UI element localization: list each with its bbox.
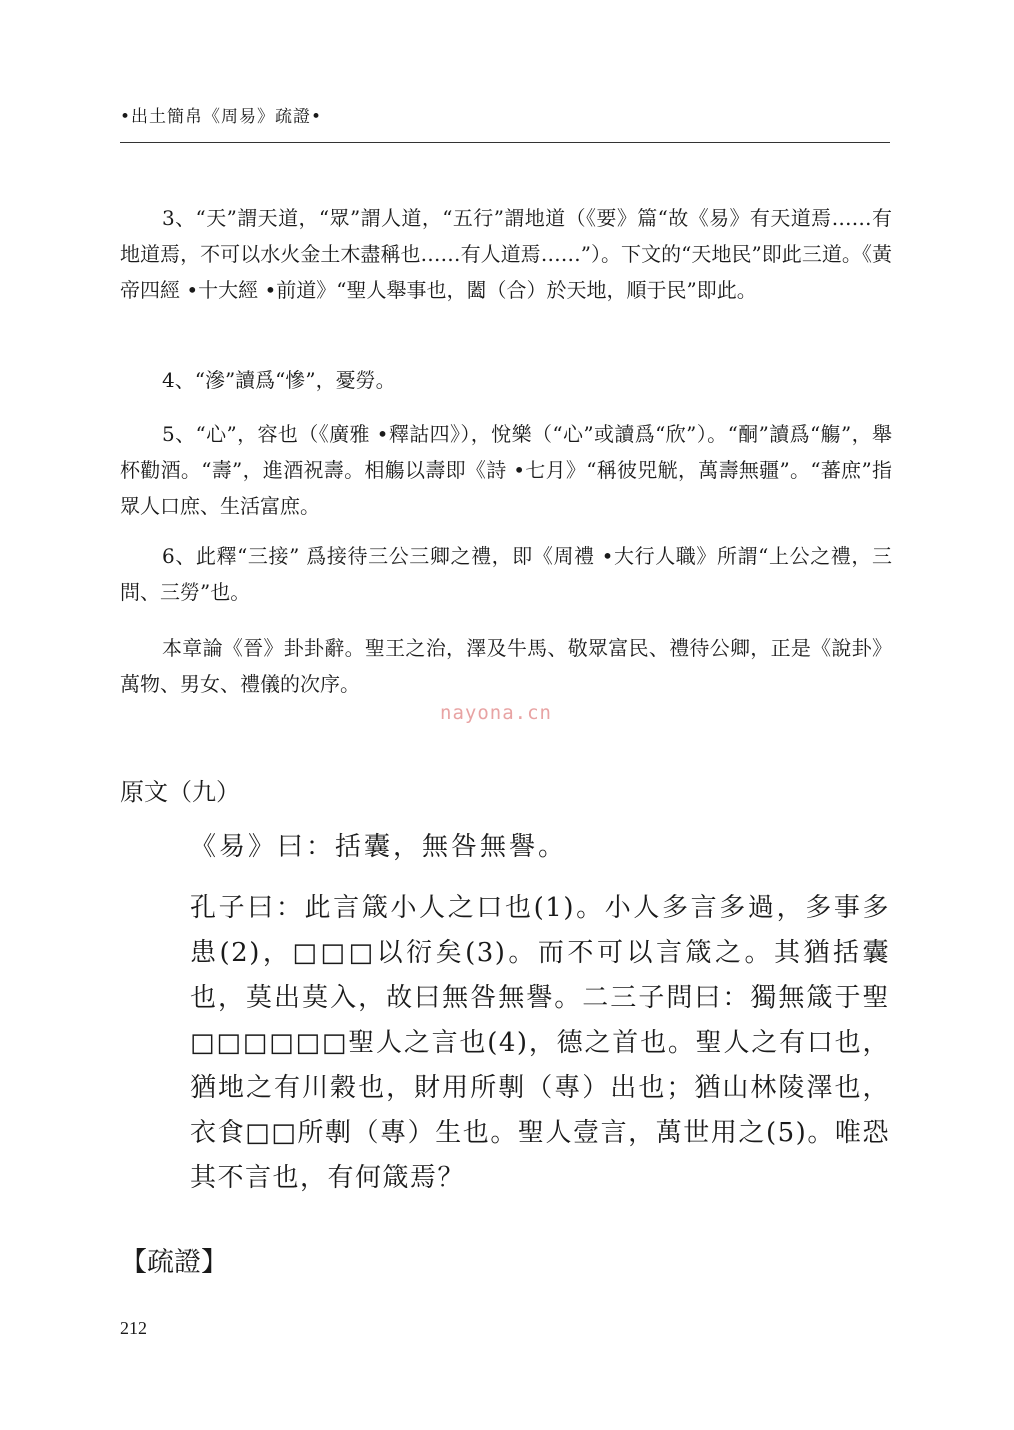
watermark: nayona.cn [440,702,552,724]
original-text: 孔子曰：此言箴小人之口也(1)。小人多言多過，多事多患(2)，□□□以衍矣(3)。而不可以言箴之。其猶括囊也，莫出莫入，故曰無咎無譽。二三子問曰：獨無箴于聖□□□□□□聖人之言也(4)，德之首也。聖人之有口也，猶地之有川穀也，財用所剸（專）出也；猶山林陵澤也，衣食□□所剸（專）生也。聖人壹言，萬世用之(5)。唯恐其不言也，有何箴焉？ [190,893,890,1193]
header-rule [120,142,890,143]
note-4: 4、“滲”讀爲“慘”，憂勞。 [162,368,396,392]
note-5: 5、“心”，容也（《廣雅 •釋詁四》），悅樂（“心”或讀爲“欣”）。“酮”讀爲“觴”，舉杯勸酒。“壽”，進酒祝壽。相觴以壽即《詩 •七月》“稱彼兕觥，萬壽無疆”。“蕃庶”指眾人口庶、生活富庶。 [120,422,892,518]
page-number: 212 [120,1318,147,1338]
commentary-title: 【疏證】 [120,1247,228,1278]
quoted-line: 《易》曰：括囊，無咎無譽。 [190,832,568,862]
section-title: 原文（九） [120,778,240,806]
running-header: •出土簡帛《周易》疏證• [120,107,323,127]
chapter-summary: 本章論《晉》卦卦辭。聖王之治，澤及牛馬、敬眾富民、禮待公卿，正是《說卦》萬物、男女、禮儀的次序。 [120,636,892,696]
note-6: 6、此釋“三接” 爲接待三公三卿之禮，即《周禮 •大行人職》所謂“上公之禮，三問、三勞”也。 [120,544,892,604]
note-3: 3、“天”謂天道，“眾”謂人道，“五行”謂地道（《要》篇“故《易》有天道焉……有地道焉，不可以水火金土木盡稱也……有人道焉……”）。下文的“天地民”即此三道。《黃帝四經 •十大經 •前道》“聖人舉事也，闔（合）於天地，順于民”即此。 [120,206,892,302]
